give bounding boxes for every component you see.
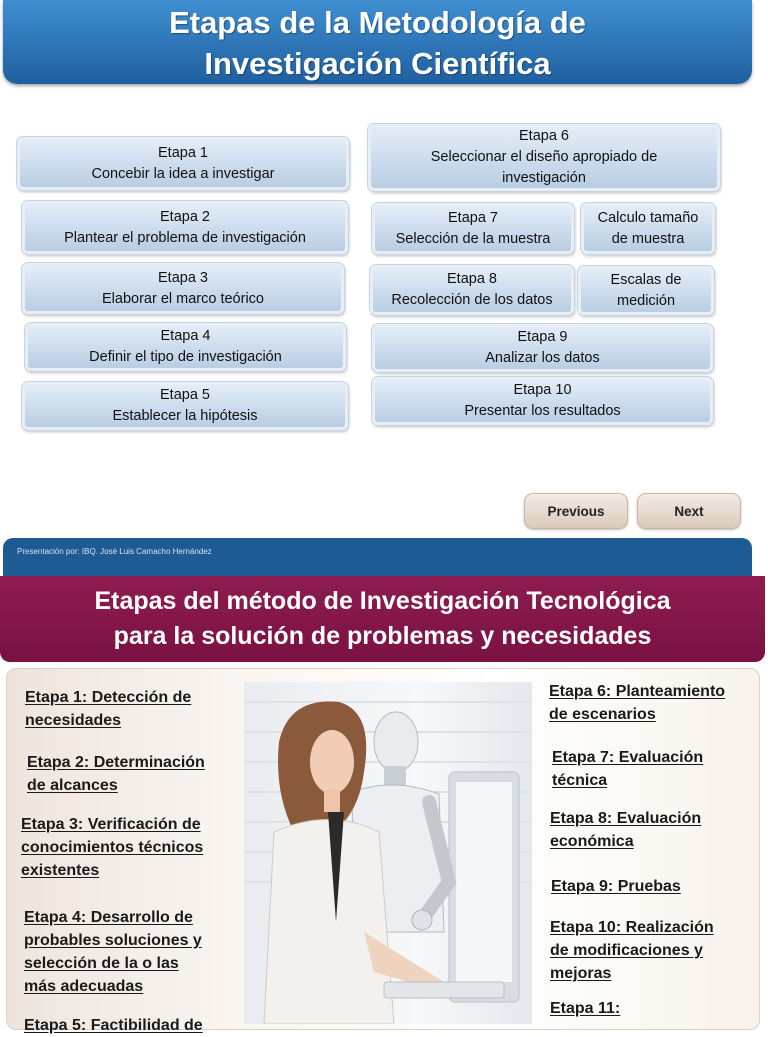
stage-text: Definir el tipo de investigación [89, 349, 282, 365]
slide2-title [0, 584, 765, 654]
slide1-title-line1: Etapas de la Metodología de [169, 5, 586, 40]
measurement-scales-box [578, 266, 714, 315]
slide-technological-method [0, 576, 768, 1034]
stage-label: Etapa 9 [517, 329, 568, 345]
stage-label: Etapa 10 [513, 382, 572, 398]
stage-text: Recolección de los datos [391, 292, 553, 308]
slide1-title [3, 0, 752, 84]
tech-step-7 [552, 746, 703, 792]
stage-box-2 [22, 201, 348, 254]
tech-step-11 [550, 997, 620, 1020]
tech-step-5 [24, 1014, 203, 1037]
stage-label: Etapa 1 [158, 144, 208, 161]
slide1-title-bar [3, 0, 752, 84]
slide2-title-line1: Etapas del método de Investigación Tecnológica [94, 587, 671, 615]
stage-text: Plantear el problema de investigación [64, 229, 306, 246]
stage-text: Establecer la hipótesis [112, 408, 258, 424]
stage-text: Presentar los resultados [464, 403, 621, 419]
step-line: Etapa 2: Determinación [27, 754, 205, 771]
stage-label: Etapa 2 [160, 208, 210, 225]
step-line: conocimientos técnicos [21, 839, 204, 856]
step-line: necesidades [25, 712, 122, 729]
stage-box-10 [372, 377, 713, 425]
stage-text: Analizar los datos [485, 350, 600, 366]
step-line: probables soluciones y [24, 932, 202, 949]
photo-illustration [244, 682, 532, 1024]
side-box-text: de muestra [611, 230, 685, 247]
step-line: Etapa 11: [550, 1000, 621, 1017]
stage-box-6 [368, 124, 720, 191]
slide1-title-line2: Investigación Científica [204, 46, 551, 81]
step-line: Etapa 7: Evaluación [552, 749, 704, 766]
step-line: existentes [21, 862, 100, 879]
slide1-footer-bar [3, 538, 752, 576]
stage-text: investigación [502, 170, 586, 186]
step-line: Etapa 1: Detección de [25, 689, 192, 706]
stage-text: Selección de la muestra [395, 230, 551, 247]
step-line: Etapa 8: Evaluación [550, 810, 702, 827]
tech-step-3 [21, 813, 203, 882]
sample-size-box [581, 203, 715, 254]
tech-step-6 [549, 680, 725, 726]
step-line: mejoras [550, 965, 612, 982]
slide2-title-bar [0, 576, 765, 662]
tech-step-10 [550, 916, 714, 985]
step-line: de modificaciones y [550, 942, 703, 959]
step-line: Etapa 6: Planteamiento [549, 683, 726, 700]
woman-and-robot-photo [244, 682, 532, 1024]
stage-label: Etapa 4 [160, 328, 211, 344]
stage-box-9 [372, 324, 713, 372]
tech-step-1 [25, 686, 191, 732]
step-line: técnica [552, 772, 608, 789]
side-box-text: Escalas de [610, 271, 682, 288]
stage-box-3 [22, 263, 344, 314]
stage-box-7 [372, 203, 574, 254]
stage-label: Etapa 5 [160, 387, 210, 403]
previous-button[interactable]: Previous [524, 493, 628, 529]
step-line: económica [550, 833, 634, 850]
step-line: Etapa 5: Factibilidad de [24, 1017, 203, 1034]
tech-step-8 [550, 807, 701, 853]
slide2-title-line2: para la solución de problemas y necesidades [113, 622, 652, 650]
step-line: Etapa 4: Desarrollo de [24, 909, 193, 926]
next-button[interactable]: Next [637, 493, 741, 529]
step-line: Etapa 3: Verificación de [21, 816, 201, 833]
step-line: Etapa 10: Realización [550, 919, 714, 936]
step-line: de escenarios [549, 706, 656, 723]
stage-box-1 [17, 137, 349, 190]
presenter-credit: Presentación por: IBQ. José Luis Camacho Hernández [17, 547, 212, 556]
stage-box-4 [25, 323, 346, 371]
step-line: más adecuadas [24, 978, 144, 995]
stage-box-5 [22, 382, 348, 430]
stage-label: Etapa 6 [519, 128, 569, 144]
stage-label: Etapa 7 [448, 209, 498, 226]
step-line: de alcances [27, 777, 118, 794]
stage-text: Concebir la idea a investigar [91, 165, 275, 182]
step-line: Etapa 9: Pruebas [551, 878, 681, 895]
stage-label: Etapa 8 [447, 271, 497, 287]
side-box-text: Calculo tamaño [597, 209, 699, 226]
step-line: selección de la o las [24, 955, 179, 972]
tech-step-4 [24, 906, 202, 998]
stage-label: Etapa 3 [158, 269, 208, 286]
stage-text: Seleccionar el diseño apropiado de [430, 149, 658, 165]
side-box-text: medición [616, 292, 676, 309]
tech-step-9 [551, 875, 681, 898]
stage-box-8 [370, 265, 574, 315]
tech-step-2 [27, 751, 205, 797]
stage-text: Elaborar el marco teórico [102, 290, 264, 307]
